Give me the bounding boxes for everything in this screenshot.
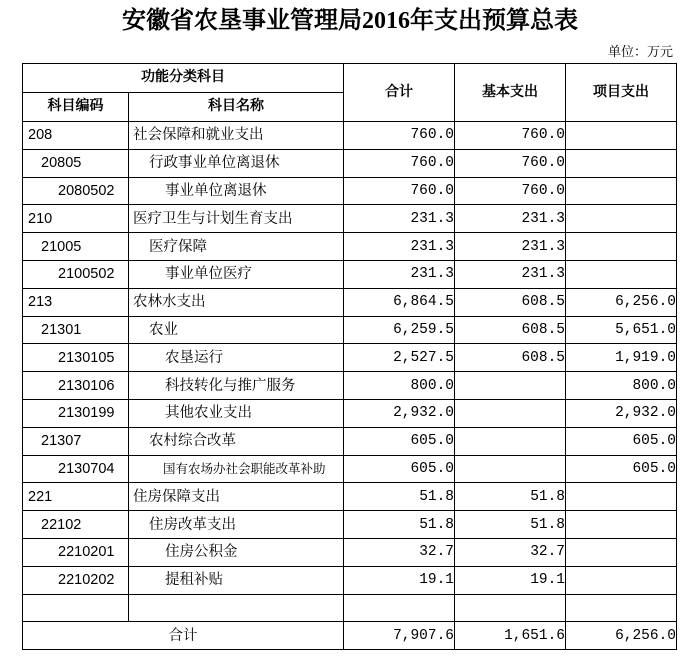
project-expense-amount: 605.0 [566, 455, 677, 483]
basic-expense-amount: 760.0 [455, 177, 566, 205]
summary-project-expense-amount: 6,256.0 [566, 622, 677, 650]
project-expense-amount: 2,932.0 [566, 399, 677, 427]
empty-cell [566, 594, 677, 622]
project-expense-amount [566, 511, 677, 539]
basic-expense-amount [455, 372, 566, 400]
table-row [23, 455, 677, 483]
empty-cell [23, 594, 129, 622]
summary-row [23, 622, 677, 650]
basic-expense-amount: 231.3 [455, 205, 566, 233]
table-row [23, 372, 677, 400]
basic-expense-amount: 19.1 [455, 566, 566, 594]
subject-name: 国有农场办社会职能改革补助 [129, 455, 344, 483]
project-expense-amount [566, 538, 677, 566]
table-row [23, 149, 677, 177]
subject-code: 2100502 [23, 260, 129, 288]
project-expense-amount: 6,256.0 [566, 288, 677, 316]
header-total: 合计 [344, 64, 455, 122]
total-amount: 19.1 [344, 566, 455, 594]
subject-name: 住房改革支出 [129, 511, 344, 539]
empty-cell [129, 594, 344, 622]
subject-name: 社会保障和就业支出 [129, 122, 344, 150]
total-amount: 231.3 [344, 260, 455, 288]
basic-expense-amount: 608.5 [455, 288, 566, 316]
subject-name: 医疗保障 [129, 233, 344, 261]
basic-expense-amount: 231.3 [455, 233, 566, 261]
header-basic-expense: 基本支出 [455, 64, 566, 122]
page-title: 安徽省农垦事业管理局2016年支出预算总表 [122, 8, 578, 34]
table-row [23, 427, 677, 455]
table-row [23, 538, 677, 566]
subject-name: 提租补贴 [129, 566, 344, 594]
subject-name: 农林水支出 [129, 288, 344, 316]
subject-code: 2210201 [23, 538, 129, 566]
basic-expense-amount [455, 455, 566, 483]
table-row [23, 316, 677, 344]
table-row [23, 233, 677, 261]
subject-code: 213 [23, 288, 129, 316]
project-expense-amount: 605.0 [566, 427, 677, 455]
summary-basic-expense-amount: 1,651.6 [455, 622, 566, 650]
subject-code: 20805 [23, 149, 129, 177]
subject-code: 21307 [23, 427, 129, 455]
project-expense-amount: 800.0 [566, 372, 677, 400]
basic-expense-amount: 51.8 [455, 483, 566, 511]
total-amount: 51.8 [344, 483, 455, 511]
table-row [23, 566, 677, 594]
total-amount: 605.0 [344, 455, 455, 483]
basic-expense-amount: 760.0 [455, 122, 566, 150]
project-expense-amount [566, 260, 677, 288]
total-amount: 2,932.0 [344, 399, 455, 427]
table-row [23, 288, 677, 316]
subject-name: 科技转化与推广服务 [129, 372, 344, 400]
subject-name: 住房保障支出 [129, 483, 344, 511]
subject-code: 210 [23, 205, 129, 233]
subject-name: 农业 [129, 316, 344, 344]
total-amount: 6,259.5 [344, 316, 455, 344]
subject-code: 22102 [23, 511, 129, 539]
table-header [23, 64, 677, 122]
subject-name: 事业单位离退休 [129, 177, 344, 205]
table-row [23, 344, 677, 372]
basic-expense-amount: 608.5 [455, 344, 566, 372]
subject-code: 2130105 [23, 344, 129, 372]
project-expense-amount [566, 205, 677, 233]
table-row-empty [23, 594, 677, 622]
table-row [23, 205, 677, 233]
subject-name: 行政事业单位离退休 [129, 149, 344, 177]
table-row [23, 122, 677, 150]
header-project-expense: 项目支出 [566, 64, 677, 122]
subject-code: 208 [23, 122, 129, 150]
basic-expense-amount [455, 427, 566, 455]
total-amount: 51.8 [344, 511, 455, 539]
subject-name: 住房公积金 [129, 538, 344, 566]
empty-cell [344, 594, 455, 622]
table-body [23, 122, 677, 650]
subject-name: 医疗卫生与计划生育支出 [129, 205, 344, 233]
subject-code: 221 [23, 483, 129, 511]
basic-expense-amount: 760.0 [455, 149, 566, 177]
table-row [23, 511, 677, 539]
subject-code: 2130199 [23, 399, 129, 427]
header-row-top [23, 64, 677, 93]
project-expense-amount [566, 483, 677, 511]
total-amount: 605.0 [344, 427, 455, 455]
project-expense-amount: 1,919.0 [566, 344, 677, 372]
total-amount: 231.3 [344, 205, 455, 233]
project-expense-amount: 5,651.0 [566, 316, 677, 344]
table-row [23, 483, 677, 511]
project-expense-amount [566, 149, 677, 177]
total-amount: 231.3 [344, 233, 455, 261]
subject-code: 21301 [23, 316, 129, 344]
subject-name: 事业单位医疗 [129, 260, 344, 288]
subject-code: 2080502 [23, 177, 129, 205]
basic-expense-amount [455, 399, 566, 427]
total-amount: 760.0 [344, 177, 455, 205]
project-expense-amount [566, 233, 677, 261]
table-row [23, 399, 677, 427]
budget-table [22, 63, 677, 650]
subject-code: 2130106 [23, 372, 129, 400]
table-row [23, 260, 677, 288]
total-amount: 2,527.5 [344, 344, 455, 372]
header-subject-name: 科目名称 [129, 93, 344, 122]
unit-label: 单位：万元 [607, 44, 673, 59]
subject-code: 2130704 [23, 455, 129, 483]
total-amount: 800.0 [344, 372, 455, 400]
subject-name: 农垦运行 [129, 344, 344, 372]
project-expense-amount [566, 566, 677, 594]
summary-label: 合计 [23, 622, 344, 650]
summary-total-amount: 7,907.6 [344, 622, 455, 650]
total-amount: 6,864.5 [344, 288, 455, 316]
subject-name: 其他农业支出 [129, 399, 344, 427]
empty-cell [455, 594, 566, 622]
header-subject-code: 科目编码 [23, 93, 129, 122]
table-row [23, 177, 677, 205]
total-amount: 760.0 [344, 149, 455, 177]
basic-expense-amount: 231.3 [455, 260, 566, 288]
basic-expense-amount: 608.5 [455, 316, 566, 344]
total-amount: 760.0 [344, 122, 455, 150]
basic-expense-amount: 32.7 [455, 538, 566, 566]
subject-code: 2210202 [23, 566, 129, 594]
basic-expense-amount: 51.8 [455, 511, 566, 539]
subject-name: 农村综合改革 [129, 427, 344, 455]
subject-code: 21005 [23, 233, 129, 261]
project-expense-amount [566, 177, 677, 205]
total-amount: 32.7 [344, 538, 455, 566]
header-function-category: 功能分类科目 [23, 64, 344, 93]
project-expense-amount [566, 122, 677, 150]
